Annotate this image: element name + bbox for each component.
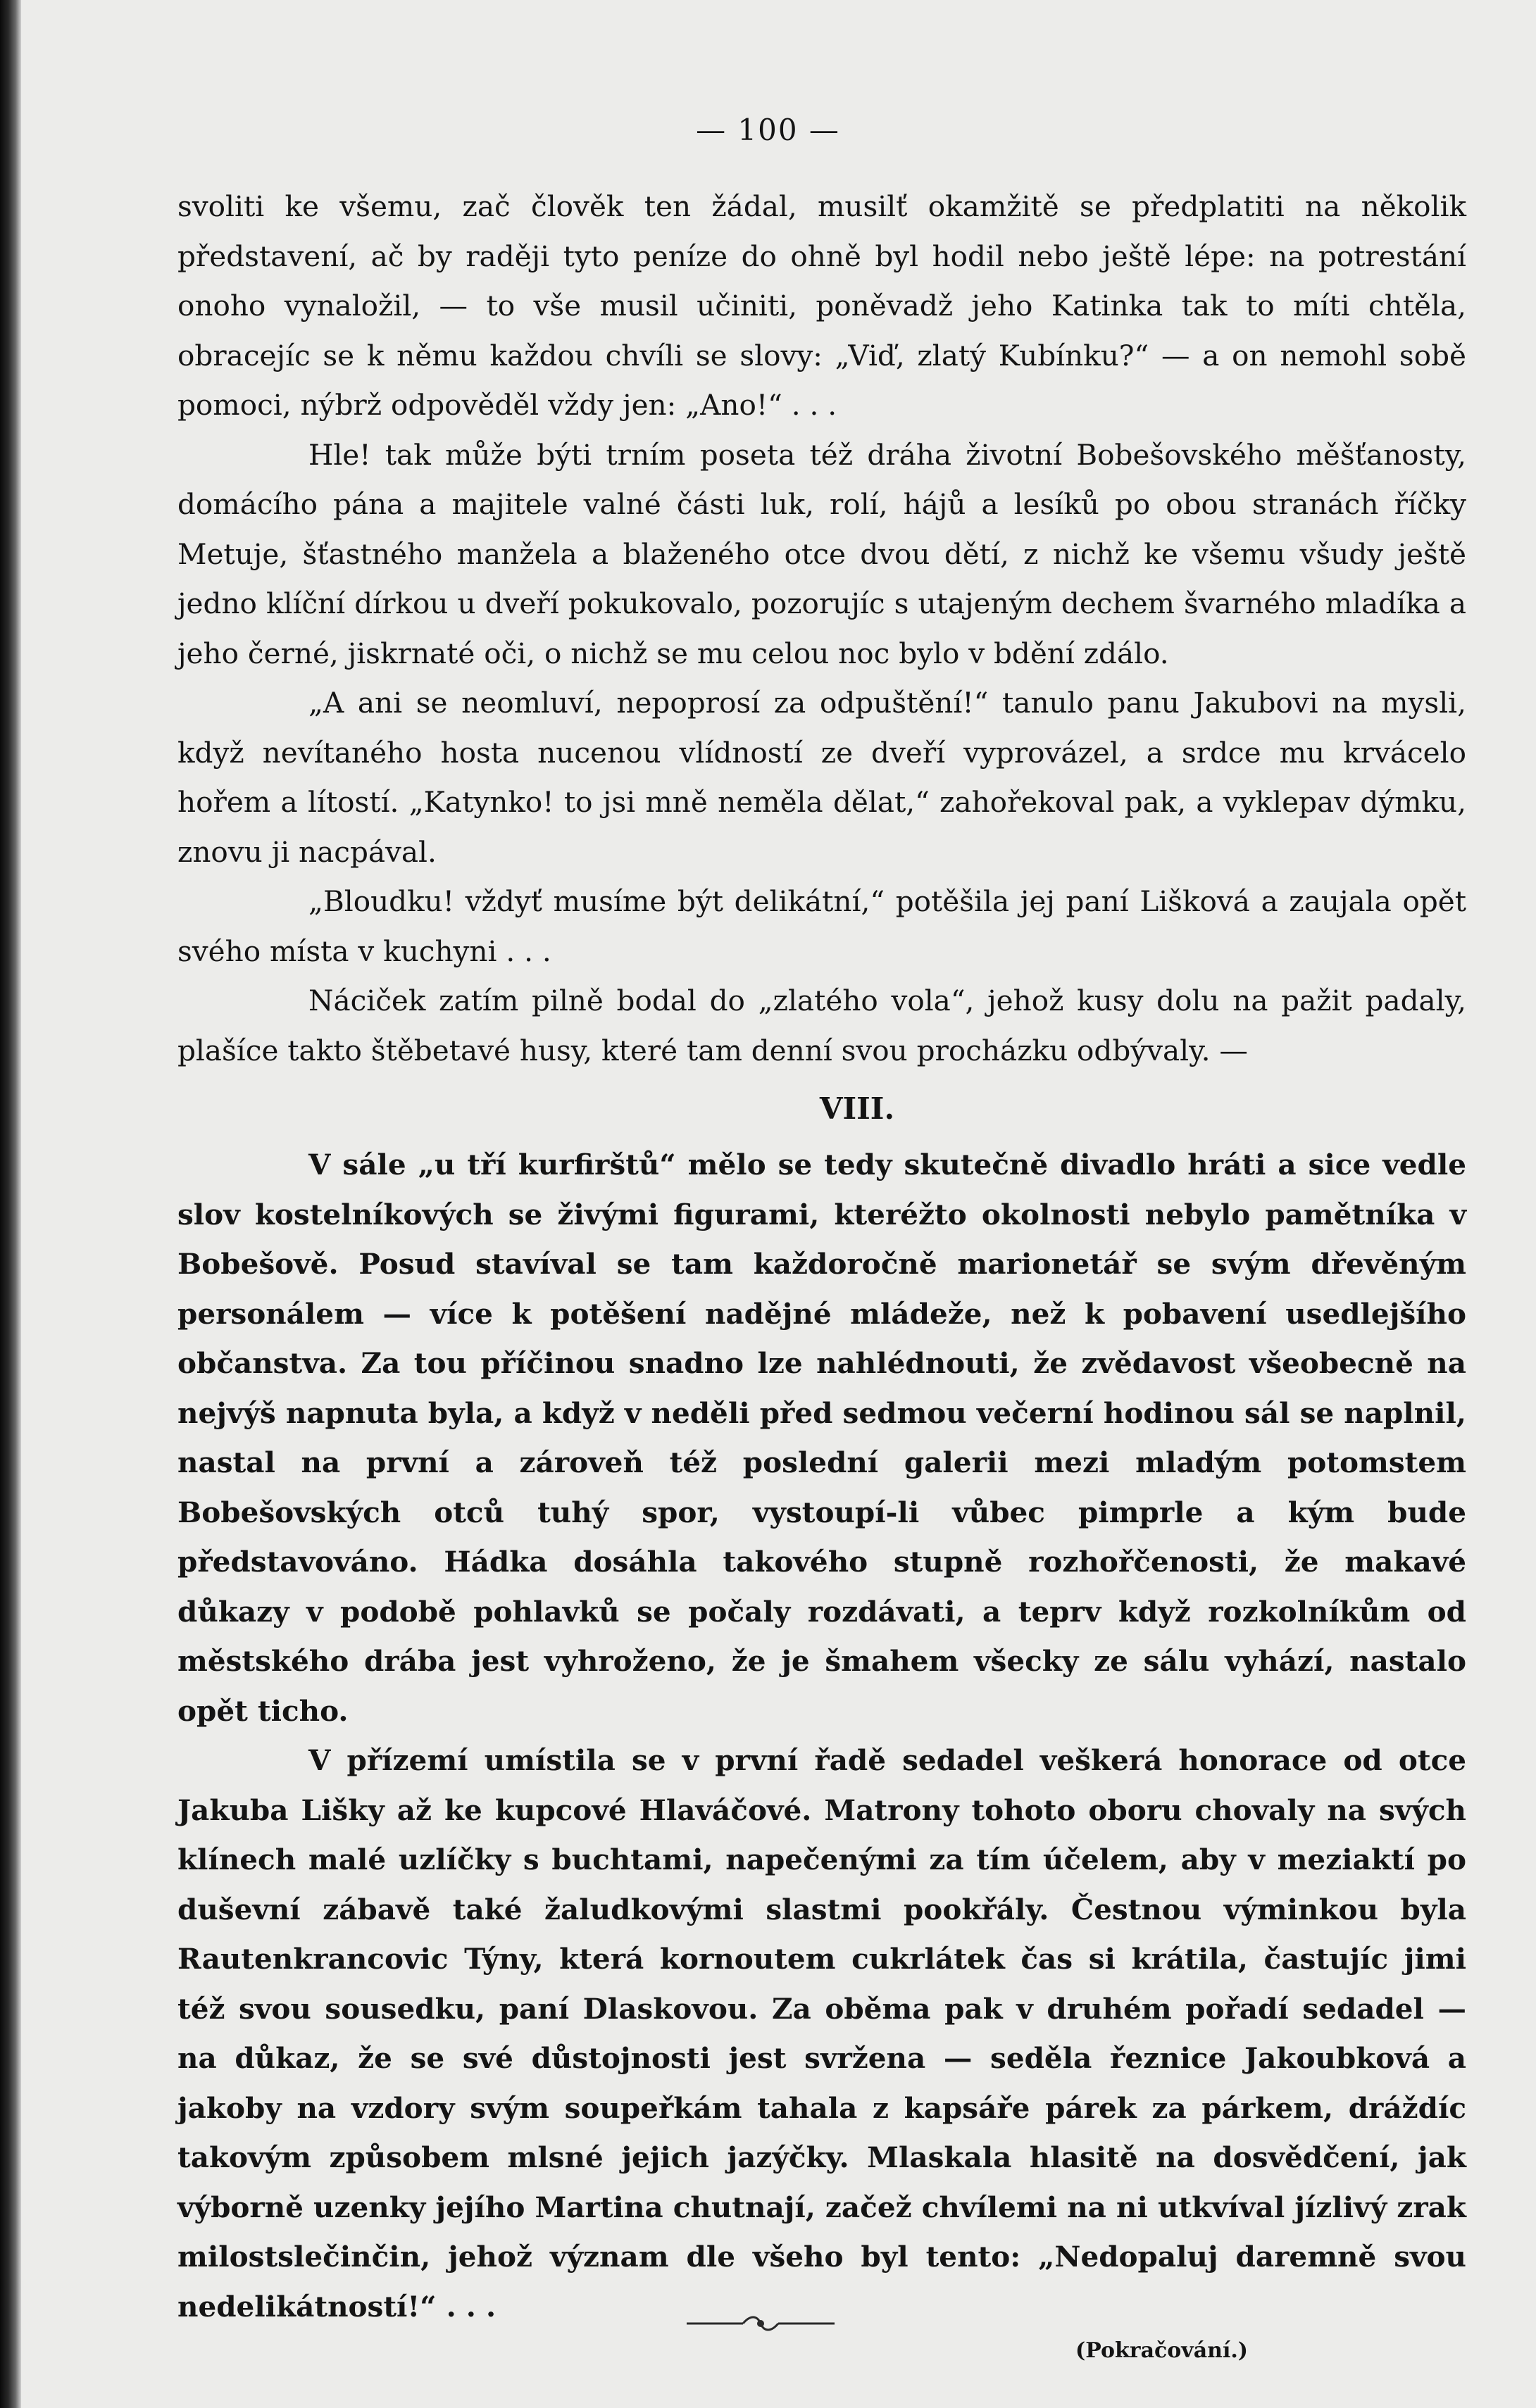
paragraph: V sále „u tří kurfirštů“ mělo se tedy skutečně divadlo hráti a sice vedle slov kostelníkových se živými figurami, kteréžto okolnosti nebylo pamětníka v Bobešově. Posud stavíval se tam každoročně marionetář se svým dřevěným personálem — více k potěšení nadějné mládeže, než k pobavení usedlejšího občanstva. Za tou příčinou snadno lze nahlédnouti, že zvědavost všeobecně na nejvýš napnuta byla, a když v neděli před sedmou večerní hodinou sál se naplnil, nastal na první a zároveň též poslední galerii mezi mladým potomstem Bobešovských otců tuhý spor, vystoupí-li vůbec pimprle a kým bude představováno. Hádka dosáhla takového stupně rozhořčenosti, že makavé důkazy v podobě pohlavků se počaly rozdávati, a teprv když rozkolníkům od městského drába jest vyhroženo, že je šmahem všecky ze sálu vyhází, nastalo opět ticho.	[177, 1148, 1466, 1728]
page-text	[177, 182, 1466, 2371]
page-number: — 100 —	[696, 113, 840, 147]
paragraph: „Bloudku! vždyť musíme být delikátní,“ potěšila jej paní Lišková a zaujala opět svého místa v kuchyni . . .	[177, 884, 1466, 968]
continued-note: (Pokračování.)	[1075, 2338, 1248, 2363]
paragraph: Hle! tak může býti trním poseta též dráha životní Bobešovského měšťanosty, domácího pána a majitele valné části luk, rolí, hájů a lesíků po obou stranách říčky Metuje, šťastného manžela a blaženého otce dvou dětí, z nichž ke všemu všudy ještě jedno klíční dírkou u dveří pokukovalo, pozorujíc s utajeným dechem švarného mladíka a jeho černé, jiskrnaté oči, o nichž se mu celou noc bylo v bdění zdálo.	[177, 437, 1466, 670]
ornament-divider	[683, 2309, 838, 2338]
book-binding-edge	[0, 0, 21, 2408]
paragraph: V přízemí umístila se v první řadě sedadel veškerá honorace od otce Jakuba Lišky až ke kupcové Hlaváčové. Matrony tohoto oboru chovaly na svých klínech malé uzlíčky s buchtami, napečenými za tím účelem, aby v meziaktí po duševní zábavě také žaludkovými slastmi pookřály. Čestnou výminkou byla Rautenkrancovic Týny, která kornoutem cukrlátek čas si krátila, častujíc jimi též svou sousedku, paní Dlaskovou. Za oběma pak v druhém pořadí sedadel — na důkaz, že se své důstojnosti jest svržena — seděla řeznice Jakoubková a jakoby na vzdory svým soupeřkám tahala z kapsáře párek za párkem, dráždíc takovým způsobem mlsné jejich jazýčky. Mlaskala hlasitě na dosvědčení, jak výborně uzenky jejího Martina chutnají, začež chvílemi na ni utkvíval jízlivý zrak milostslečinčin, jehož význam dle všeho byl tento: „Nedopaluj daremně svou nedelikátností!“ . . .	[177, 1743, 1466, 2324]
chapter-heading: VIII.	[819, 1091, 895, 1126]
paragraph: Náciček zatím pilně bodal do „zlatého vola“, jehož kusy dolu na pažit padaly, plašíce takto štěbetavé husy, které tam denní svou procházku odbývaly. —	[177, 984, 1466, 1067]
paragraph: „A ani se neomluví, nepoprosí za odpuštění!“ tanulo panu Jakubovi na mysli, když nevítaného hosta nucenou vlídností ze dveří vyprovázel, a srdce mu krvácelo hořem a lítostí. „Katynko! to jsi mně neměla dělat,“ zahořekoval pak, a vyklepav dýmku, znovu ji nacpával.	[177, 686, 1466, 869]
paragraph-continuation: svoliti ke všemu, zač člověk ten žádal, musilť okamžitě se předplatiti na několik představení, ač by raději tyto peníze do ohně byl hodil nebo ještě lépe: na potrestání onoho vynaložil, — to vše musil učiniti, poněvadž jeho Katinka tak to míti chtěla, obracejíc se k němu každou chvíli se slovy: „Viď, zlatý Kubínku?“ — a on nemohl sobě pomoci, nýbrž odpověděl vždy jen: „Ano!“ . . .	[177, 189, 1466, 422]
